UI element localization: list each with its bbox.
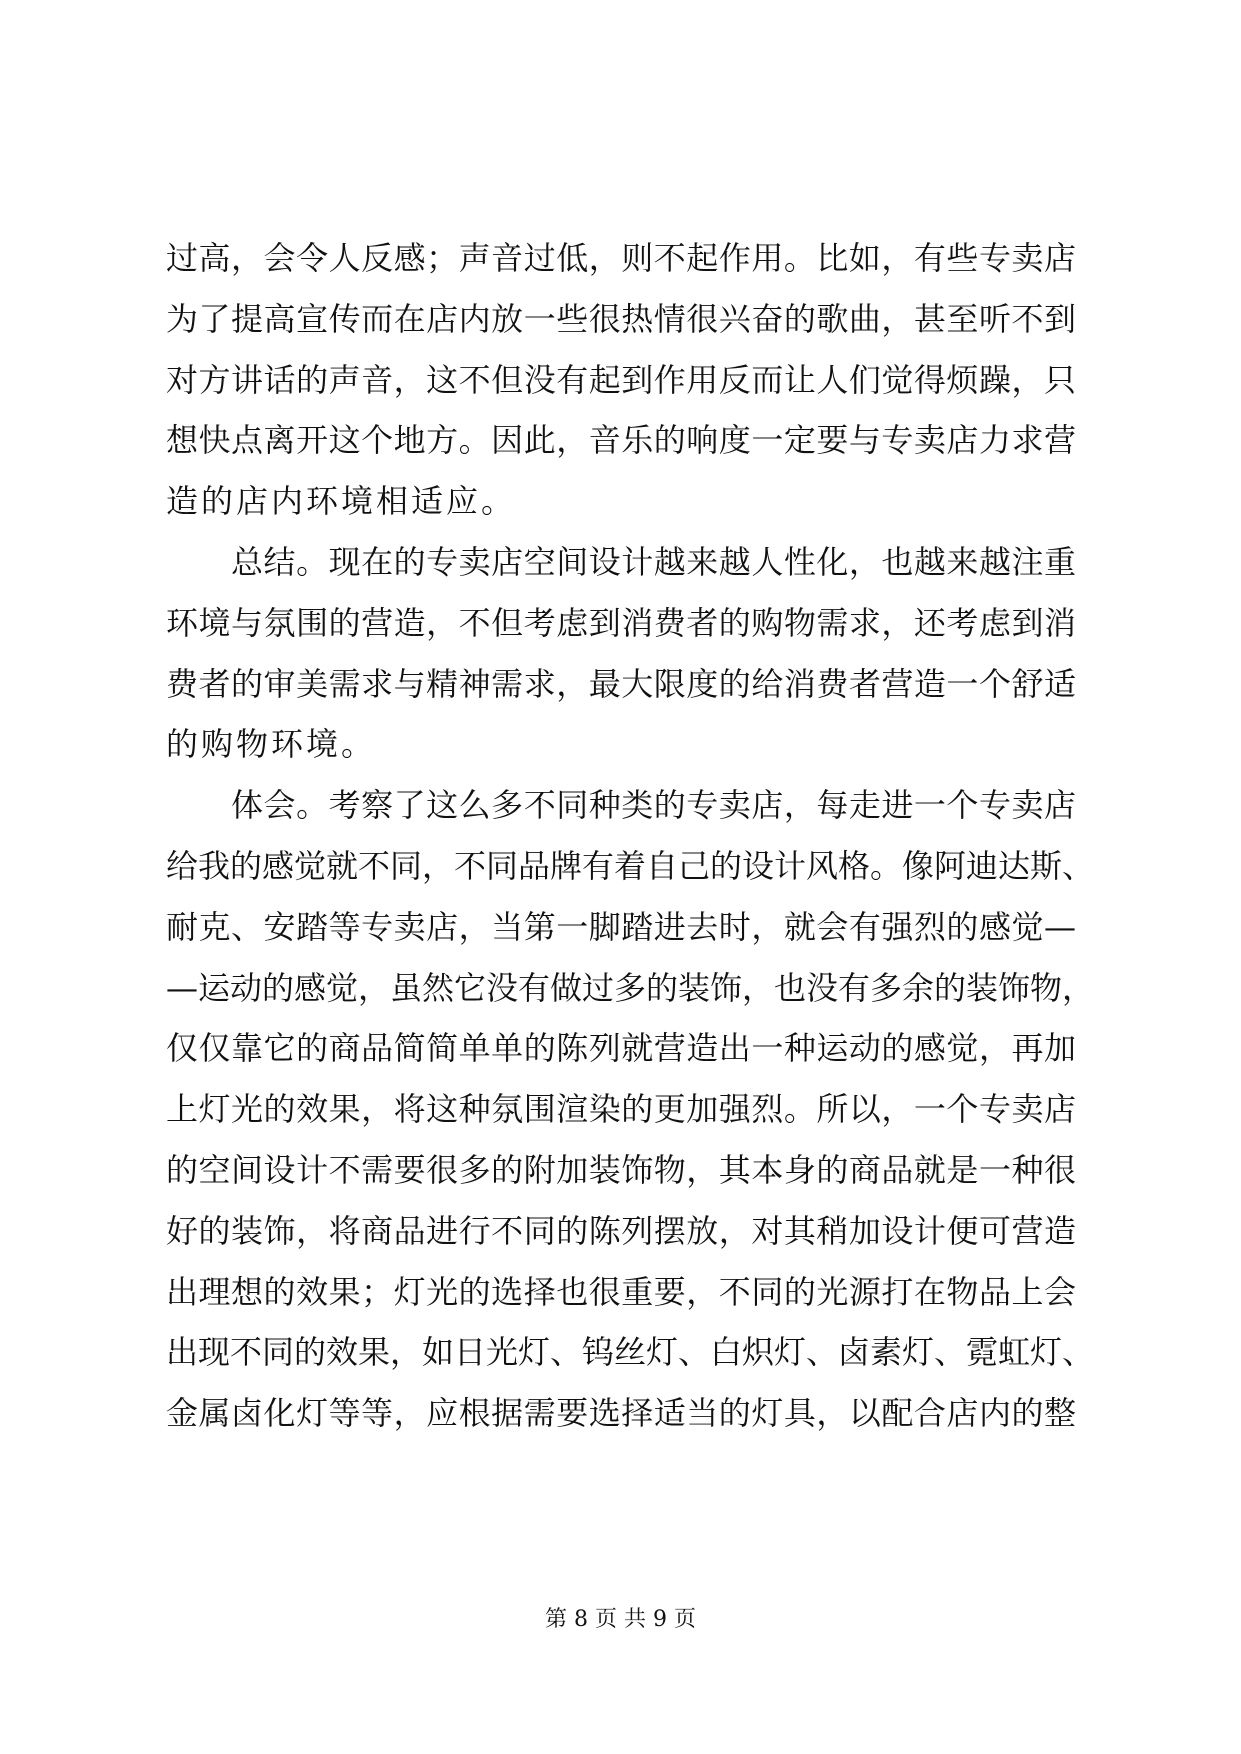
text-line: 仅仅靠它的商品简简单单的陈列就营造出一种运动的感觉，再加 (166, 1029, 1076, 1068)
text-line: 对方讲话的声音，这不但没有起到作用反而让人们觉得烦躁，只 (166, 360, 1076, 399)
text-line: 好的装饰，将商品进行不同的陈列摆放，对其稍加设计便可营造 (166, 1211, 1076, 1250)
document-body (166, 228, 1095, 1444)
text-line: 出现不同的效果，如日光灯、钨丝灯、白炽灯、卤素灯、霓虹灯、 (166, 1333, 1095, 1372)
paragraph-music-volume (166, 228, 1076, 532)
text-line: 总结。现在的专卖店空间设计越来越人性化，也越来越注重 (166, 542, 1076, 581)
text-line: 给我的感觉就不同，不同品牌有着自己的设计风格。像阿迪达斯、 (166, 846, 1095, 885)
text-line: 出理想的效果；灯光的选择也很重要，不同的光源打在物品上会 (166, 1272, 1076, 1311)
text-line: 金属卤化灯等等，应根据需要选择适当的灯具，以配合店内的整 (166, 1394, 1076, 1433)
text-line: 为了提高宣传而在店内放一些很热情很兴奋的歌曲，甚至听不到 (166, 299, 1076, 338)
text-line: —运动的感觉，虽然它没有做过多的装饰，也没有多余的装饰物， (166, 968, 1095, 1007)
text-line: 费者的审美需求与精神需求，最大限度的给消费者营造一个舒适 (166, 664, 1076, 703)
text-line: 的空间设计不需要很多的附加装饰物，其本身的商品就是一种很 (166, 1150, 1076, 1189)
paragraph-summary (166, 532, 1076, 775)
text-line: 上灯光的效果，将这种氛围渲染的更加强烈。所以，一个专卖店 (166, 1090, 1076, 1129)
text-line: 想快点离开这个地方。因此，音乐的响度一定要与专卖店力求营 (166, 421, 1076, 460)
text-line: 造的店内环境相适应。 (166, 482, 517, 521)
text-line: 过高，会令人反感；声音过低，则不起作用。比如，有些专卖店 (166, 239, 1076, 277)
paragraph-reflection (166, 775, 1095, 1444)
text-line: 体会。考察了这么多不同种类的专卖店，每走进一个专卖店 (166, 786, 1076, 825)
text-line: 环境与氛围的营造，不但考虑到消费者的购物需求，还考虑到消 (166, 603, 1076, 642)
text-line: 的购物环境。 (166, 725, 377, 764)
page-number-footer: 第 8 页 共 9 页 (545, 1607, 696, 1632)
text-line: 耐克、安踏等专卖店，当第一脚踏进去时，就会有强烈的感觉— (166, 907, 1076, 946)
